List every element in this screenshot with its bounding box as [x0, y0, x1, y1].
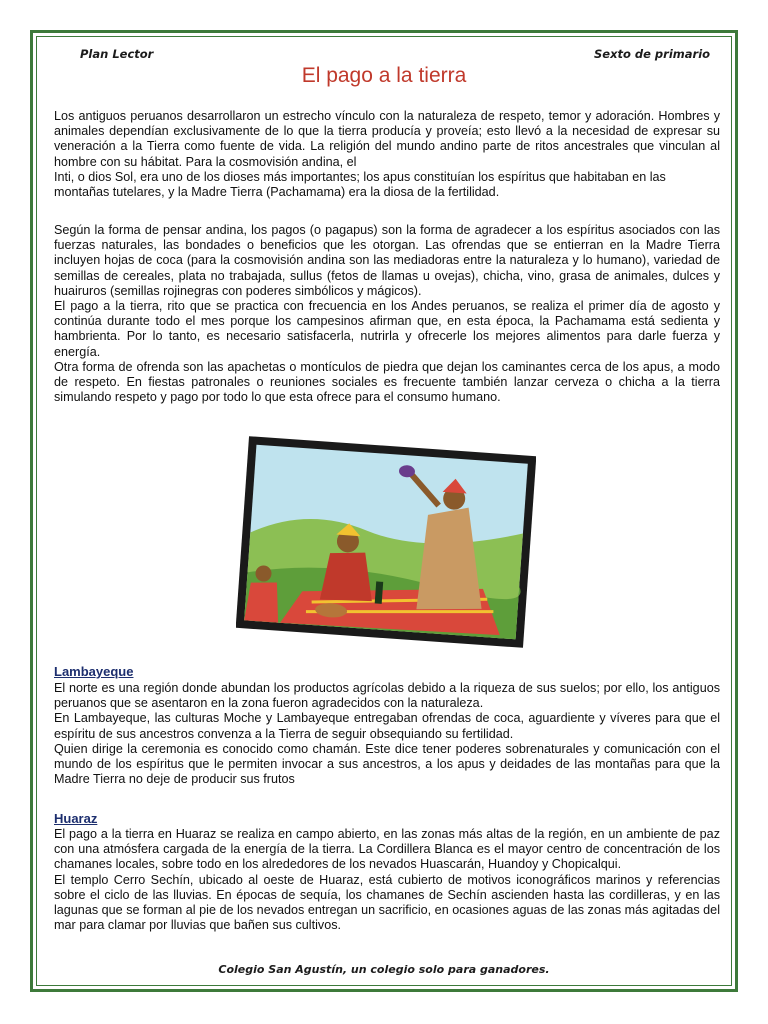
intro-paragraph: Los antiguos peruanos desarrollaron un estrecho vínculo con la naturaleza de respeto, temor y adoración. Hombres y animales dependían exclusivamente de lo que la tierra producía y proveía; esto llevó a la necesidad de expresar su veneración a la Tierra como fuente de vida. La religión del mundo andino parte de ritos ancestrales que vinculan al hombre con su hábitat. Para la cosmovisión andina, el: [54, 109, 720, 169]
header-grade: Sexto de primario: [594, 47, 711, 61]
huaraz-section: [54, 827, 720, 933]
pagos-paragraph-3: Otra forma de ofrenda son las apachetas o montículos de piedra que dejan los caminantes cerca de los apus, a modo de respeto. En fiestas patronales o reuniones sociales es frecuente también lanzar cerveza o chicha a la tierra simulando respeto y pago por todo lo que esta ofrece para el consumo humano.: [54, 359, 720, 405]
huaraz-paragraph-2: El templo Cerro Sechín, ubicado al oeste de Huaraz, está cubierto de motivos iconográficos marinos y referencias sobre el ciclo de las lluvias. En épocas de sequía, los chamanes de Sechín ascienden hasta las cordilleras, y en las lagunas que se forman al pie de los nevados entregan un sacrificio, en ocasiones aguas de las zonas más agitadas del mar para clamar por lluvias que bañen sus cultivos.: [54, 872, 720, 933]
header-plan-lector: Plan Lector: [80, 47, 154, 61]
pagos-paragraph-1: Según la forma de pensar andina, los pagos (o pagapus) son la forma de agradecer a los espíritus asociados con las fuerzas naturales, las bondades o beneficios que les otorgan. Las ofrendas que se entierran en la Madre Tierra incluyen hojas de coca (para la cosmovisión andina son las mediadoras entre la naturaleza y lo humano), variedad de semillas de cereales, plata no trabajada, sullus (fetos de llamas u ovejas), chicha, vino, grasa de animales, dulces y huairuros (semillas rojinegras con poderes simbólicos y mágicos).: [54, 223, 720, 298]
lambayeque-section: [54, 681, 720, 787]
lambayeque-paragraph-2: En Lambayeque, las culturas Moche y Lambayeque entregaban ofrendas de coca, aguardiente y víveres para que el espíritu de sus ancestros convenza a la Tierra de seguir obsequiando su fertilidad.: [54, 711, 720, 741]
footer-school-motto: Colegio San Agustín, un colegio solo para ganadores.: [218, 963, 550, 976]
pagos-section: [54, 223, 720, 405]
lambayeque-paragraph-3: Quien dirige la ceremonia es conocido como chamán. Este dice tener poderes sobrenaturales y comunicación con el mundo de los espíritus que le permiten invocar a sus ancestros, a los apus y deidades de las montañas para que la Madre Tierra no deje de producir sus frutos: [54, 741, 720, 787]
heading-lambayeque: Lambayeque: [54, 664, 134, 679]
pagos-paragraph-2: El pago a la tierra, rito que se practica con frecuencia en los Andes peruanos, se realiza el primer día de agosto y continúa durante todo el mes porque los campesinos afirman que, en esta época, la Pachamama está sedienta y hambrienta. Por lo tanto, es necesario satisfacerla, nutrirla y ofrecerle los mejores alimentos para darle fuerza y energía.: [54, 299, 720, 359]
intro-paragraph-2: Inti, o dios Sol, era uno de los dioses más importantes; los apus constituían los espíritus que habitaban en las montañas tutelares, y la Madre Tierra (Pachamama) era la diosa de la fertilidad.: [54, 169, 666, 200]
page-title: El pago a la tierra: [301, 64, 467, 87]
huaraz-paragraph-1: El pago a la tierra en Huaraz se realiza en campo abierto, en las zonas más altas de la región, en un ambiente de paz con una atmósfera cargada de la energía de la tierra. La Cordillera Blanca es el mayor centro de concentración de los chamanes locales, sobre todo en los alrededores de los nevados Huascarán, Huandoy y Chopicalqui.: [54, 827, 720, 872]
heading-huaraz: Huaraz: [54, 811, 98, 826]
ritual-illustration: [236, 432, 536, 652]
intro-section: [54, 109, 720, 200]
lambayeque-paragraph-1: El norte es una región donde abundan los productos agrícolas debido a la riqueza de sus suelos; por ello, los antiguos peruanos que se asentaron en la zona fueron agradecidos con la naturaleza.: [54, 681, 720, 711]
